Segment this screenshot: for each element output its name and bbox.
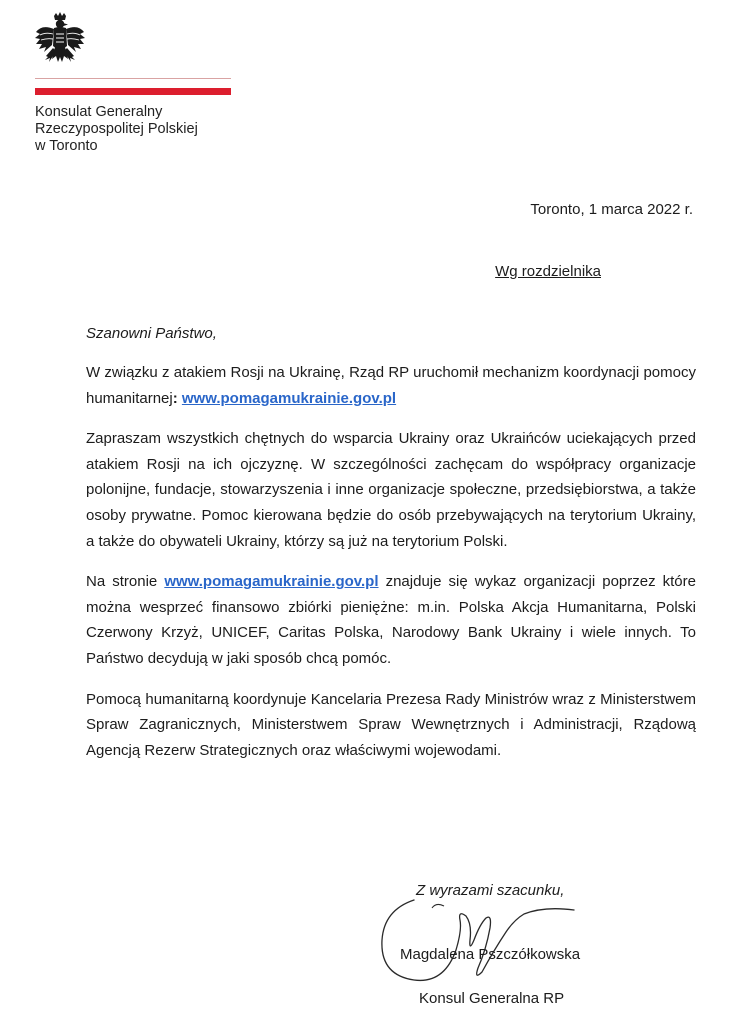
paragraph-text: Zapraszam wszystkich chętnych do wsparcia Ukrainy oraz Ukraińców uciekających przed atakiem Rosji na ich ojczyznę. W szczególności zachęcam do współpracy organizacje polonijne, fundacje, stowarzyszenia i inne organizacje społeczne, przedsiębiorstwa, a także osoby prywatne. Pomoc kierowana będzie do osób przebywających na terytorium Ukrainy, a także do obywateli Ukrainy, którzy są już na terytorium Polski. <box>86 430 696 550</box>
signer-title: Konsul Generalna RP <box>419 990 565 1007</box>
recipient-line: Wg rozdzielnika <box>495 263 601 280</box>
pomagamukrainie-link[interactable]: www.pomagamukrainie.gov.pl <box>181 389 397 407</box>
sender-line: Konsulat Generalny <box>35 104 163 120</box>
paragraph-colon: : <box>172 389 182 407</box>
paragraph-text: znajduje się wykaz organizacji poprzez które można wesprzeć finansowo zbiórki pieniężne: m.in. Polska Akcja Humanitarna, Polski Czerwony Krzyż, UNICEF, Caritas Polska, Narodowy Bank Ukrainy i wiele innych. To Państwo decydują w jaki sposób chcą pomóc. <box>86 573 696 667</box>
signer-name: Magdalena Pszczółkowska <box>400 946 581 963</box>
handwritten-signature <box>374 880 604 990</box>
paragraph-text: Na stronie <box>86 573 165 591</box>
paragraph <box>86 687 696 764</box>
polish-eagle-icon <box>34 12 86 68</box>
paragraph <box>86 426 696 554</box>
paragraph <box>86 360 696 411</box>
sender-line: Rzeczypospolitej Polskiej <box>35 121 198 137</box>
pomagamukrainie-link[interactable]: www.pomagamukrainie.gov.pl <box>164 573 379 591</box>
header-thin-rule <box>35 78 231 79</box>
letter-date: Toronto, 1 marca 2022 r. <box>530 201 693 218</box>
paragraph-text: Pomocą humanitarną koordynuje Kancelaria Prezesa Rady Ministrów wraz z Ministerstwem Spraw Zagranicznych, Ministerstwem Spraw Wewnętrznych i Administracji, Rządową Agencją Rezerw Strategicznych oraz właściwymi wojewodami. <box>86 690 696 759</box>
paragraph <box>86 569 696 671</box>
letter-body <box>86 360 696 778</box>
salutation: Szanowni Państwo, <box>86 325 217 342</box>
closing-phrase: Z wyrazami szacunku, <box>416 882 565 899</box>
sender-line: w Toronto <box>35 138 98 154</box>
sender-block <box>35 104 198 155</box>
header-red-stripe <box>35 88 231 95</box>
paragraph-text: W związku z atakiem Rosji na Ukrainę, Rząd RP uruchomił mechanizm koordynacji pomocy humanitarnej <box>86 364 696 407</box>
